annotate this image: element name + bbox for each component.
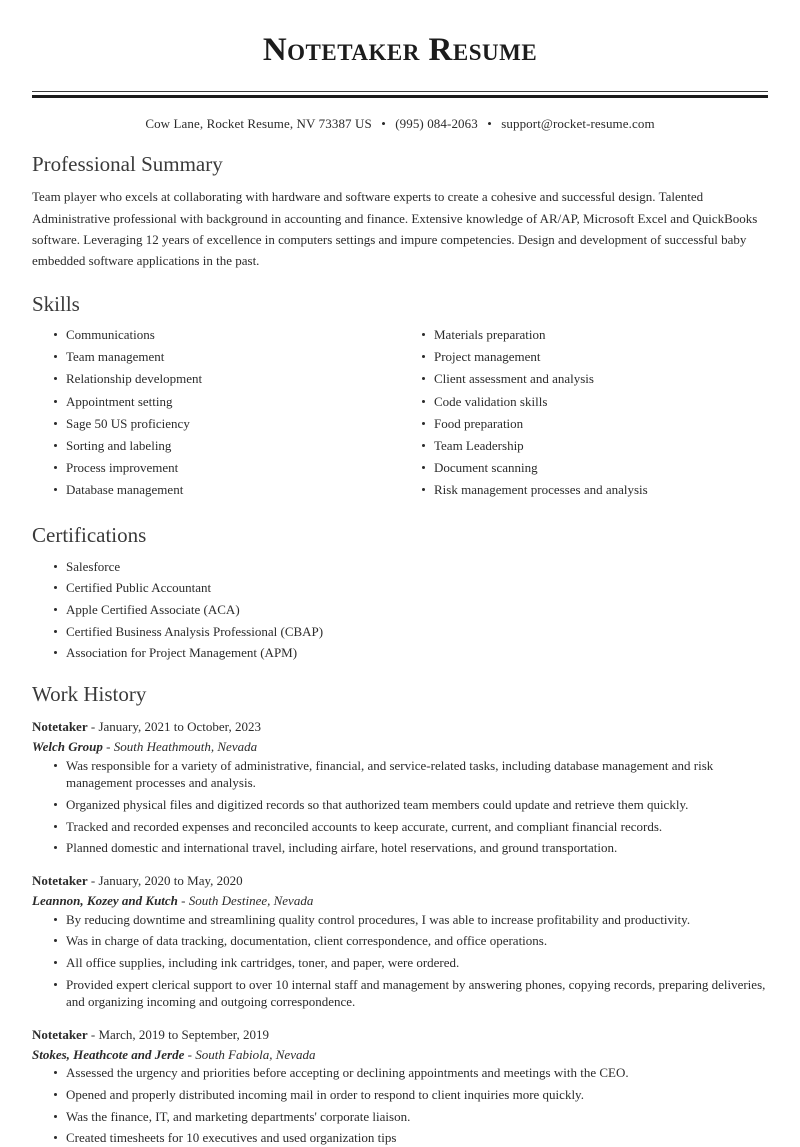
job-title-line bbox=[32, 871, 768, 891]
job-title: Notetaker bbox=[32, 719, 88, 735]
list-item: Salesforce bbox=[54, 558, 768, 576]
job-separator: - bbox=[184, 1046, 196, 1062]
list-item: Sorting and labeling bbox=[54, 437, 400, 455]
list-item: Project management bbox=[422, 348, 768, 366]
list-item: Communications bbox=[54, 326, 400, 344]
section-work-history bbox=[32, 682, 768, 1147]
job-company: Welch Group bbox=[32, 738, 103, 754]
job-dates: January, 2020 to May, 2020 bbox=[98, 873, 243, 889]
skills-column-left bbox=[32, 326, 400, 503]
list-item: Certified Business Analysis Professional (CBAP) bbox=[54, 623, 768, 641]
list-item: Apple Certified Associate (ACA) bbox=[54, 601, 768, 619]
list-item: Tracked and recorded expenses and reconciled accounts to keep accurate, current, and compliant financial records. bbox=[54, 818, 768, 836]
contact-address: Cow Lane, Rocket Resume, NV 73387 US bbox=[145, 115, 372, 131]
job-company-line bbox=[32, 737, 768, 757]
list-item: Document scanning bbox=[422, 459, 768, 477]
contact-separator-1: • bbox=[381, 115, 386, 131]
skills-list-right bbox=[400, 326, 768, 499]
contact-separator-2: • bbox=[487, 115, 492, 131]
list-item: Relationship development bbox=[54, 370, 400, 388]
list-item: Database management bbox=[54, 481, 400, 499]
list-item: Assessed the urgency and priorities before accepting or declining appointments and meetings with the CEO. bbox=[54, 1064, 768, 1082]
job-location: South Fabiola, Nevada bbox=[195, 1046, 316, 1062]
section-skills bbox=[32, 292, 768, 504]
job-separator: - bbox=[102, 738, 114, 754]
contact-email: support@rocket-resume.com bbox=[501, 115, 655, 131]
job-bullets-list bbox=[32, 757, 768, 857]
list-item: Appointment setting bbox=[54, 393, 400, 411]
list-item: Team management bbox=[54, 348, 400, 366]
job-separator: - bbox=[87, 873, 99, 889]
list-item: Code validation skills bbox=[422, 393, 768, 411]
work-history-entry bbox=[32, 871, 768, 1011]
section-title-summary: Professional Summary bbox=[32, 151, 223, 176]
list-item: All office supplies, including ink cartridges, toner, and paper, were ordered. bbox=[54, 954, 768, 972]
job-bullets-list bbox=[32, 1064, 768, 1147]
page-title: Notetaker Resume bbox=[262, 32, 538, 68]
list-item: Process improvement bbox=[54, 459, 400, 477]
section-certifications bbox=[32, 523, 768, 662]
work-history-entry bbox=[32, 717, 768, 857]
job-bullets-list bbox=[32, 911, 768, 1011]
job-company-line bbox=[32, 1045, 768, 1065]
job-company: Leannon, Kozey and Kutch bbox=[32, 892, 178, 908]
skills-columns bbox=[32, 326, 768, 503]
list-item: Sage 50 US proficiency bbox=[54, 415, 400, 433]
list-item: Created timesheets for 10 executives and used organization tips bbox=[54, 1129, 768, 1147]
section-professional-summary bbox=[32, 152, 768, 272]
job-company: Stokes, Heathcote and Jerde bbox=[32, 1046, 185, 1062]
job-separator: - bbox=[87, 719, 99, 735]
job-location: South Destinee, Nevada bbox=[188, 892, 314, 908]
job-title: Notetaker bbox=[32, 873, 88, 889]
job-dates: January, 2021 to October, 2023 bbox=[98, 719, 261, 735]
job-title: Notetaker bbox=[32, 1026, 88, 1042]
section-title-work-history: Work History bbox=[32, 681, 147, 706]
divider-thick-line bbox=[32, 95, 768, 98]
job-separator: - bbox=[87, 1026, 99, 1042]
list-item: Team Leadership bbox=[422, 437, 768, 455]
list-item: Was in charge of data tracking, documentation, client correspondence, and office operations. bbox=[54, 932, 768, 950]
resume-page bbox=[0, 32, 800, 1147]
list-item: Organized physical files and digitized records so that authorized team members could update and retrieve them quickly. bbox=[54, 796, 768, 814]
contact-line bbox=[32, 116, 768, 132]
list-item: Risk management processes and analysis bbox=[422, 481, 768, 499]
work-history-entry bbox=[32, 1025, 768, 1147]
section-title-certifications: Certifications bbox=[32, 523, 147, 548]
job-separator: - bbox=[177, 892, 189, 908]
job-dates: March, 2019 to September, 2019 bbox=[98, 1026, 270, 1042]
job-company-line bbox=[32, 891, 768, 911]
list-item: By reducing downtime and streamlining quality control procedures, I was able to increase profitability and productivity. bbox=[54, 911, 768, 929]
list-item: Materials preparation bbox=[422, 326, 768, 344]
skills-column-right bbox=[400, 326, 768, 503]
list-item: Food preparation bbox=[422, 415, 768, 433]
skills-list-left bbox=[32, 326, 400, 499]
list-item: Provided expert clerical support to over 10 internal staff and management by answering phones, copying records, preparing deliveries, and organizing incoming and outgoing correspondence. bbox=[54, 976, 768, 1011]
summary-text: Team player who excels at collaborating with hardware and software experts to create a cohesive and successful design. Talented Administrative professional with background in accounting and finance. Extensive knowledge of AR/AP, Microsoft Excel and QuickBooks software. Leveraging 12 years of excellence in computers settings and impure competencies. Design and development of successful baby embedded software applications in the past. bbox=[32, 189, 758, 269]
job-location: South Heathmouth, Nevada bbox=[113, 738, 258, 754]
section-title-skills: Skills bbox=[32, 291, 80, 316]
list-item: Certified Public Accountant bbox=[54, 579, 768, 597]
list-item: Planned domestic and international travel, including airfare, hotel reservations, and ground transportation. bbox=[54, 839, 768, 857]
list-item: Opened and properly distributed incoming mail in order to respond to client inquiries more quickly. bbox=[54, 1086, 768, 1104]
job-title-line bbox=[32, 717, 768, 737]
list-item: Client assessment and analysis bbox=[422, 370, 768, 388]
list-item: Association for Project Management (APM) bbox=[54, 644, 768, 662]
header-divider bbox=[32, 91, 768, 98]
list-item: Was the finance, IT, and marketing departments' corporate liaison. bbox=[54, 1108, 768, 1126]
certifications-list bbox=[32, 558, 768, 662]
list-item: Was responsible for a variety of administrative, financial, and service-related tasks, including database management and risk management processes and analysis. bbox=[54, 757, 768, 792]
contact-phone: (995) 084-2063 bbox=[395, 115, 478, 131]
